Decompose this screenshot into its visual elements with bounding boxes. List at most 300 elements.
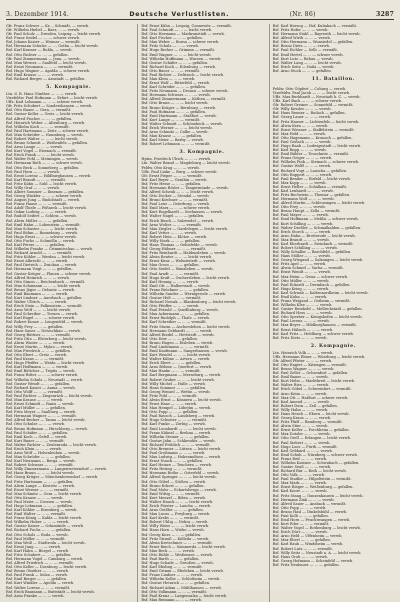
casualty-entry: Rsf. Hugo Raab — Ludwigsstadt — leicht verwb.: [272, 144, 362, 149]
casualty-entry: Rsf. Karl Herzog — Hof, Kulmbach — vermißt.: [272, 24, 358, 28]
casualty-entry: Rsf. Ernst Schmidt — Ranis — verwb.: [6, 402, 75, 407]
casualty-entry: Rsf. Ernst Wolf — Bitterfeld — verwb.: [141, 81, 211, 86]
casualty-entry: Rsf. Fritz Hering — ... — vermißt.: [141, 467, 203, 472]
casualty-entry: Rsf. Franz Lindner — ... — verwb.: [141, 573, 203, 578]
casualty-entry: Rsf. Fritz Neumann — Dessau — schwer verwb.: [141, 89, 229, 94]
casualty-entry: Rsf. Fritz Pfaff — Bamberg — vermißt.: [272, 420, 343, 425]
casualty-entry: Rsf. Otto Keller — Dornburg — leicht verwb.: [6, 565, 88, 570]
casualty-entry: Rsf. Karl Funke — Zörbig — verwb.: [141, 422, 206, 427]
casualty-entry: Rsf. Albert Sommer — Ilmenau — gefallen.: [6, 189, 85, 194]
casualty-entry: Rsf. Walter Vogel — Rothenburg — leicht verwb.: [272, 526, 361, 531]
casualty-entry: Rsf. Paul Möller — ... — vermißt.: [6, 536, 66, 541]
casualty-entry: Rsf. Alfred Sauer — Ansbach — vermißt.: [272, 501, 347, 506]
casualty-entry: Rsf. Karl Engel — ... — schwer verwb.: [6, 316, 76, 321]
issue-date: 3. Dezember 1914.: [6, 11, 69, 18]
casualty-entry: Rsf. Paul Kolb — ... — gefallen.: [272, 513, 329, 518]
casualty-entry: Rsf. Emil Wittig — ... — vermißt.: [141, 491, 201, 496]
casualty-entry: Rsf. Willy Hahn — ... — verwb.: [272, 407, 329, 412]
casualty-entry: Rsf. Arno Wolf — ... — leicht verwb.: [6, 308, 71, 313]
casualty-entry: Rsf. Alfred Fischer — ..., — gefallen.: [6, 116, 73, 121]
casualty-entry: Rsf. Wilhelm Steiner — ... — gefallen.: [141, 434, 210, 439]
casualty-entry: Rsf. Arno Held — Uffenheim — verwb.: [272, 534, 343, 539]
casualty-entry: Rsf. Gustav Keller — Greiz — leicht verwb.: [6, 112, 84, 117]
casualty-entry: Rsf. Arno Hahn — Brotterode — leicht verwb.: [272, 233, 356, 238]
casualty-entry: Gfr. Paul Scholz — Dresden, Leipzig — leicht verwb.: [6, 32, 102, 37]
casualty-entry: Rsf. Otto Ebert — Greiz — verwb.: [6, 353, 68, 358]
casualty-entry: Rsf. Max Schröder — ... — gefallen.: [6, 455, 71, 460]
casualty-entry: Gfr. Paul Zimmermann — Jena, — verwb.: [6, 56, 81, 61]
casualty-entry: Rsf. Max Heim — Geisa — schwer verwb.: [272, 274, 349, 279]
casualty-entry: Rsf. Erich Klein — ... — verwb.: [6, 446, 62, 451]
casualty-entry: Rsf. Max Reimann — ... — verwb.: [141, 597, 203, 602]
casualty-entry: Rsf. Ernst Hübsch — ... — verwb.: [272, 327, 334, 332]
casualty-entry: Rsf. Gustav Heinrich — ... — gefallen.: [141, 581, 211, 586]
casualty-entry: Rsf. Robert Walter — ... — leicht verwb.: [6, 136, 79, 141]
page-header: [6, 6, 394, 20]
casualty-entry: Rsf. Emil Hoffmann — Mehlis — schwer verwb.: [272, 217, 359, 222]
casualty-entry: Rsf. Ernst Kunz — Wolmirstedt — verwb.: [141, 259, 216, 264]
casualty-entry: Rsf. Max Friedrich — ... — gefallen.: [6, 349, 71, 354]
casualty-entry: Rsf. Hugo Kraft — Oschersleben — leicht verwb.: [141, 275, 231, 280]
casualty-entry: Rsf. Kurt Lutz — Rehau — verwb.: [272, 56, 334, 61]
casualty-entry: Rsf. Georg Wenzel — Wettin — verwb.: [141, 389, 211, 394]
casualty-entry: Rsf. Hermann Schwarz — ... — verwb.: [141, 93, 211, 98]
casualty-entry: Rsf. Walter Schmitt — Schönebeck — verwb.: [141, 121, 223, 126]
casualty-entry: Rsf. Ernst Wendt — ... — verwb.: [272, 270, 331, 275]
casualty-entry: Rsf. Karl Knorr — ... — verwb.: [272, 489, 328, 494]
casualty-entry: Rsf. Hans Möller — ... — verwb.: [272, 254, 331, 259]
casualty-entry: Rsf. Alfred Friedrich — ... — vermißt.: [6, 561, 74, 566]
casualty-entry: Rsf. Paul Frank — Sulza — verwb.: [6, 573, 69, 578]
casualty-entry: Rsf. Max Weiß — Stadtroda — leicht verwb.: [6, 540, 86, 545]
casualty-entry: Rsf. Ernst Werner — ... — vermißt.: [6, 487, 70, 492]
casualty-entry: Rsf. Ernst Rudolph — Thale — verwb.: [141, 316, 210, 321]
casualty-entry: Rsf. Franz Geiger — ... — verwb.: [272, 156, 333, 161]
casualty-entry: Rsf. Gustav Wolff — ... — verwb.: [272, 164, 332, 169]
casualty-entry: Rsf. Hugo Loos — Fürth — vermißt.: [272, 444, 338, 449]
casualty-entry: Rsf. Rudolf Seifert — Schleiz — verwb.: [6, 214, 77, 219]
casualty-entry: Rsf. Hugo Ernst — ... — schwer verwb.: [6, 234, 77, 239]
casualty-entry: Feldw. Otto Krug — ... — verwb.: [141, 165, 200, 170]
casualty-entry: Rsf. Hugo Schuster — ... — vermißt.: [141, 418, 208, 423]
casualty-entry: Rsf. Otto Krause — ... — verwb.: [6, 495, 64, 500]
casualty-entry: Rsf. Walter Lang — ... — leicht verwb.: [272, 60, 342, 65]
casualty-entry: Rsf. Heinrich Weber — Altenburg — verwb.: [6, 120, 86, 125]
casualty-entry: Rsf. Otto Pfeiffer — ... — verwb.: [141, 304, 200, 309]
casualty-entry: Rsf. Bruno Haupt — Zella — vermißt.: [272, 209, 341, 214]
casualty-entry: Rsf. Paul Hofmann — ... — gefallen.: [141, 109, 207, 114]
casualty-entry: Rsf. Paul Lenz — Osterburg — verwb.: [141, 202, 210, 207]
casualty-entry: Rsf. Gustav Jahn — Schkeuditz — verwb.: [141, 438, 216, 443]
casualty-entry: Rsf. Gustav Krüger — Plauen — schwer verwb.: [6, 271, 92, 276]
casualty-entry: Gfr. Willy Kessler — ... — verwb.: [272, 107, 332, 112]
casualty-entry: Rsf. Max Held — ... — verwb.: [272, 131, 326, 136]
casualty-entry: Rsf. Fritz Bechstein — Themar — gefallen.: [272, 192, 351, 197]
casualty-entry: Rsf. Otto Beck — Sonneberg — gefallen.: [6, 165, 80, 170]
casualty-entry: Rsf. Wilhelm Huber — ... — verwb.: [6, 520, 70, 525]
page-number: 3287: [375, 11, 394, 18]
casualty-entry: Rsf. Franz König — Kahla — leicht verwb.: [6, 516, 83, 521]
casualty-entry: Rsf. Arno Franke — ... — verwb.: [6, 593, 65, 598]
casualty-entry: Rsf. Bruno Jäger — Oelsnitz — verwb.: [6, 287, 76, 292]
casualty-entry: Rsf. Ernst Heller — Schalkau — vermißt.: [272, 184, 348, 189]
casualty-list-columns: [6, 24, 394, 602]
casualty-entry: Rsf. Adolf Thiele — Pößneck — leicht verwb.: [6, 206, 87, 211]
casualty-entry: Rsf. Erich Stein — Falkenstein — vermißt.: [6, 304, 83, 309]
casualty-entry: Rsf. Arno Geißler — ... — gefallen.: [141, 508, 204, 513]
casualty-entry: Rsf. Georg Hübner — ... — vermißt.: [141, 247, 207, 252]
casualty-entry: Rsf. Paul Lorenz — ... — verwb.: [272, 319, 330, 324]
casualty-entry: Rsf. Willy Weise — ... — leicht verwb.: [141, 524, 210, 529]
casualty-entry: Rsf. Otto Bauer — Gera, — vermißt.: [6, 108, 72, 113]
casualty-entry: Rsf. Erich Storch — ... — verwb.: [272, 229, 332, 234]
casualty-entry: Rsf. Paul Großmann — ... — verwb.: [141, 450, 206, 455]
casualty-entry: Rsf. Bruno Dietz — ... — verwb.: [272, 44, 331, 49]
casualty-entry: Rsf. Karl Eberhardt — Steinbach — vermißt.: [272, 241, 354, 246]
casualty-entry: Rsf. Fritz Reinhardt — Haldensleben — verwb.: [141, 251, 227, 256]
casualty-entry: Rsf. Erich Förster — Laucha — verwb.: [141, 503, 212, 508]
casualty-entry: Rsf. Wilhelm Kastner — Schwabach — gefallen.: [272, 460, 360, 465]
casualty-entry: Rsf. Karl Köhler — Eisenberg — verwb.: [6, 508, 78, 513]
casualty-entry: Rsf. Willy Seitz — Neustadt a. A. — leicht verwb.: [272, 550, 362, 555]
casualty-entry: Rsf. Karl Müller — ... — gefallen.: [6, 406, 66, 411]
casualty-entry: Rsf. Erich Göbel — Schweinfurt — vermißt.: [272, 387, 352, 392]
casualty-entry: Rsf. Richard Koch — Eilenburg — verwb.: [141, 64, 217, 69]
casualty-entry: Rsf. Hugo Pfeiffer — Weida — leicht verwb.: [6, 361, 86, 366]
casualty-entry: Rsf. Kurt Helm — Marktbreit — leicht verwb.: [272, 379, 356, 384]
casualty-entry: Gfr. Robert Greiner — Sonnefeld — vermißt.: [272, 103, 354, 108]
casualty-entry: Rsf. Bruno Kirchner — ... — vermißt.: [141, 198, 209, 203]
casualty-entry: Rsf. Kurt Schilling — ... — verwb.: [272, 221, 334, 226]
casualty-entry: Rsf. Wilhelm Sander — Wernigerode — verwb.: [141, 291, 227, 296]
casualty-entry: Rsf. Hermann Wagner — ... — vermißt.: [6, 414, 77, 419]
casualty-entry: Rsf. Max Ziegler — Gardelegen — leicht verwb.: [141, 226, 229, 231]
casualty-entry: Rsf. Paul Dietrich — Zwickau — verwb.: [6, 263, 78, 268]
casualty-entry: Rsf. Wilhelm Klee — ... — verwb.: [272, 303, 333, 308]
casualty-entry: Rsf. Max Mark — ... — verwb.: [272, 481, 327, 486]
casualty-entry: Rsf. Karl Peters — ... — gefallen.: [6, 242, 66, 247]
casualty-entry: Rsf. Hugo Krieg — ... — verwb.: [272, 286, 330, 291]
casualty-entry: Rsf. Karl Schwab — Kaltennordheim — leicht verwb.: [272, 290, 369, 295]
casualty-entry: Rsf. Walter Lorenz — ... — vermißt.: [6, 585, 71, 590]
casualty-entry: Rsf. Willy Graf — ... — verwb.: [6, 185, 60, 190]
casualty-entry: Rsf. Otto Simon — Reichenbach — vermißt.: [6, 279, 86, 284]
casualty-entry: Rsf. Karl Ebeling — ... — vermißt.: [141, 565, 203, 570]
casualty-entry: Rsf. Willy Zimmermann — Langenwetzendorf — verwb.: [6, 467, 108, 472]
casualty-entry: Rsf. Emil Hahn — Lobenstein — vermißt.: [6, 222, 81, 227]
casualty-entry: Rsf. Otto Scholz — Roda — verwb.: [6, 532, 69, 537]
casualty-entry: Rsf. Willy Frey — ... — gefallen.: [6, 324, 64, 329]
casualty-entry: Rsf. Emil Berger — ... — gefallen.: [6, 577, 68, 582]
casualty-entry: Rsf. Hans Thomas — Oebisfelde — verwb.: [141, 242, 218, 247]
casualty-entry: Ltn. d. R. Hans Günther — ... — verwb.: [6, 92, 78, 97]
casualty-entry: Rsf. Otto Popp — ... — gefallen.: [141, 410, 199, 415]
casualty-entry: Rsf. Walter Pohl — Meiningen — verwb.: [6, 157, 79, 162]
casualty-entry: Rsf. Hans Horn — Wiehe — verwb.: [141, 528, 205, 533]
casualty-entry: Rsf. Paul Rausch — Landsberg — verwb.: [141, 414, 216, 419]
casualty-entry: Rsf. Arno Wolf — Hohenleuben — verwb.: [6, 450, 81, 455]
casualty-entry: Rsf. Paul Bender — Eisfeld — leicht verwb.: [272, 176, 351, 181]
casualty-entry: Rsf. Hermann Schulze — ..., Gotha — leicht verwb.: [6, 44, 99, 49]
casualty-entry: Rsf. Erich Busch — Salzwedel — verwb.: [141, 218, 215, 223]
casualty-entry: Rsf. Richard Hess — ... — verwb.: [272, 311, 333, 316]
casualty-entry: Rsf. Ernst Rieger — Weißenburg — gefallen.: [272, 485, 354, 490]
casualty-entry: Rsf. Otto Volk — ... — verwb.: [272, 473, 326, 478]
casualty-entry: Rsf. Walter Richter — Zeulenroda — leicht verwb.: [6, 442, 97, 447]
casualty-entry: Rsf. Willy Michel — Halle — verwb.: [141, 381, 206, 386]
casualty-entry: Rsf. Hermann Rothe — Osterfeld — verwb.: [141, 471, 220, 476]
casualty-entry: Rsf. Alfred Zimmermann — Köthen — vermißt.: [141, 97, 227, 102]
casualty-entry: Rsf. Erich Frank — ... — leicht verwb.: [6, 153, 75, 158]
casualty-entry: Rsf. Emil Wagner — ... — leicht verwb.: [141, 52, 212, 57]
casualty-entry: Rsf. Karl Hahn — Bürgel — verwb.: [6, 548, 70, 553]
casualty-entry: Rsf. Max Werner — Saalfeld — leicht verwb.: [6, 60, 87, 65]
casualty-entry: Rsf. Kurt Lange — ... — vermißt.: [141, 117, 201, 122]
casualty-entry: Rsf. Kurt Winkler — Apolda — verwb.: [6, 581, 75, 586]
casualty-entry: Rsf. Kurt Wendel — ... — leicht verwb.: [141, 353, 211, 358]
casualty-entry: Rsf. Paul Siebert — ... — verwb.: [272, 440, 331, 445]
casualty-entry: Rsf. Otto Brenner — Lützen — leicht verwb.: [141, 446, 222, 451]
casualty-entry: Rsf. Gustav Seuß — ... — verwb.: [272, 464, 332, 469]
casualty-entry: Rsf. Richard Fuchs — ... — gefallen.: [6, 528, 72, 533]
casualty-entry: Rsf. Wilhelm Koch — ... — vermißt.: [6, 124, 70, 129]
casualty-entry: Rsf. Fritz Hauser — Lichtenfels — leicht verwb.: [272, 119, 360, 124]
casualty-entry: Rsf. Gustav Heß — ... — vermißt.: [141, 296, 202, 300]
casualty-entry: Rsf. Fritz Schubert — ... — gefallen.: [6, 552, 72, 557]
casualty-entry: Rsf. Paul Schreiber — Treuen — verwb.: [6, 312, 79, 317]
casualty-entry: Rsf. Bruno Wagner — ... — verwb.: [272, 367, 335, 372]
casualty-entry: Gfr. Alfred Pfister — ... — verwb.: [272, 358, 333, 363]
casualty-entry: Rsf. Max Brandt — ... — verwb.: [272, 237, 330, 242]
casualty-entry: Rsf. Walter Kühne — Artern — verwb.: [141, 357, 211, 362]
casualty-entry: Rsf. Max Schuster — ... — leicht verwb.: [6, 226, 79, 231]
section-heading: 3. Kompagnie.: [179, 150, 225, 156]
casualty-entry: Rsf. Robert Gruber — ... — leicht verwb.: [141, 377, 215, 382]
casualty-entry: Rsf. Robert Lutz — ... — vermißt.: [272, 546, 333, 551]
casualty-entry: Rsf. Fritz Hartmann — ... — gefallen.: [6, 479, 74, 484]
casualty-entry: Rsf. Paul Schäfer — ... — gefallen.: [6, 430, 69, 435]
casualty-entry: Rsf. Richard Bär — Roth — leicht verwb.: [272, 469, 347, 474]
casualty-entry: Uffz. Karl Lehmann — ... — schwer verwb.: [6, 100, 84, 105]
casualty-entry: Rsf. Paul Petzold — Quedlinburg — verwb.: [141, 308, 219, 313]
casualty-entry: Rsf. Emil Kuhn — ... — verwb.: [272, 294, 328, 299]
casualty-entry: Rsf. Robert Uhlig — Nebra — verwb.: [141, 520, 209, 525]
casualty-entry: Rsf. Kurt Eder — ... — vermißt.: [272, 522, 330, 527]
casualty-entry: Rsf. Fritz Strauß — Kölleda — verwb.: [141, 536, 210, 541]
casualty-entry: Rsf. Fritz Sturm — Aschersleben — leicht verwb.: [141, 324, 231, 329]
casualty-entry: Rsf. Fritz Hofer — ... — verwb.: [272, 28, 329, 33]
casualty-entry: Rsf. Emil Schuh — Nürnberg — schwer verwb.: [272, 452, 358, 457]
casualty-entry: Rsf. Emil Marx — ... — schwer verwb.: [141, 206, 211, 211]
casualty-entry: Rsf. Fritz Apel — ... — verwb.: [272, 262, 327, 267]
casualty-entry: Rsf. Paul Schmidt — ... — leicht verwb.: [141, 28, 213, 33]
casualty-entry: Rsf. Bruno Hofmann — Hirschberg — verwb.: [6, 426, 88, 431]
casualty-entry: Rsf. Robert Schilling — ... — verwb.: [272, 245, 338, 250]
casualty-entry: Rsf. Max Hempel — Löbejün — verwb.: [141, 406, 212, 411]
casualty-entry: Rsf. Erich Dürr — ... — verwb.: [272, 530, 328, 535]
casualty-entry: Rsf. Kurt Menzel — Bibra — verwb.: [141, 495, 206, 500]
casualty-entry: Rsf. Wilhelm Schulz — Neustadt — verwb.: [6, 377, 84, 382]
casualty-entry: Rsf. Max Schröder — Naumburg — verwb.: [6, 132, 84, 137]
casualty-entry: Rsf. Hermann Roth — ... — schwer verwb.: [6, 161, 83, 166]
casualty-entry: Rsf. Franz Reif — ... — verwb.: [272, 456, 328, 461]
casualty-entry: Rsf. Ernst Albrecht — ... — verwb.: [6, 259, 69, 264]
casualty-entry: Rsf. Alfred Riedel — Hettstedt — verwb.: [141, 332, 215, 337]
casualty-entry: Rsf. Max Krause — ... — verwb.: [6, 397, 64, 402]
casualty-entry: Rsf. Paul Lindemann — ... — vermißt.: [141, 344, 210, 349]
casualty-entry: Rsf. Franz Weigand — Ostheim — vermißt.: [272, 299, 351, 303]
casualty-entry: Rsf. Georg Kraus — ... — verwb.: [272, 416, 332, 421]
casualty-entry: Vizefeldw. Paul Hofmann — Erfurt — leicht verwb.: [6, 96, 98, 101]
casualty-entry: Rsf. Alfred Wirth — ... — verwb.: [272, 36, 331, 41]
casualty-entry: Rsf. Alwin Kern — ... — verwb.: [272, 123, 329, 128]
casualty-entry: Rsf. Otto Sperber — Königshofen — leicht verwb.: [272, 315, 363, 320]
casualty-entry: Rsf. Paul Richter — Ziegenrück — leicht verwb.: [6, 393, 93, 398]
casualty-entry: Rsf. Richard Nowak — Blankenburg — leicht verwb.: [141, 300, 237, 305]
casualty-entry: Rsf. Kurt Vogel — Eisenach — vermißt.: [6, 149, 77, 154]
casualty-entry: Rsf. Fritz Schulz — ... — verwb.: [141, 44, 199, 49]
casualty-entry: Rsf. Emil Horn — Feuchtwangen — verwb.: [272, 517, 351, 522]
casualty-entry: Ltn. Walter Brand — Magdeburg — leicht verwb.: [141, 161, 231, 166]
casualty-entry: Rsf. Hermann Stahl — Bayreuth — leicht verwb.: [272, 32, 361, 37]
casualty-entry: Rsf. Max Schmitz — Gera — leicht verwb.: [6, 491, 83, 496]
casualty-entry: Rsf. Bruno Krüger — Bernburg — verwb.: [141, 105, 217, 110]
casualty-entry: Rsf. Erich Ebert — ... — gefallen.: [141, 361, 202, 366]
casualty-entry: Rsf. Otto Göbel — Stößen — verwb.: [141, 479, 207, 484]
casualty-entry: Rsf. Georg Lauer — ... — verwb.: [272, 115, 332, 120]
casualty-entry: Rsf. Ernst Reich — Sömmerda — leicht verwb.: [141, 544, 226, 549]
casualty-entry: Rsf. Arno Wolter — ... — vermißt.: [141, 222, 202, 227]
casualty-entry: Rsf. Emil Koch — Gefell — verwb.: [6, 434, 68, 439]
casualty-entry: Rsf. Max Dotzler — ... — verwb.: [272, 432, 331, 437]
casualty-entry: Rsf. Karl Bergmann — Merseburg — verwb.: [141, 373, 222, 378]
casualty-entry: Rsf. Paul Horn — ... — verwb.: [6, 169, 60, 174]
casualty-entry: Rsf. Emil Bühler — Teuschnitz — vermißt.: [272, 152, 350, 157]
casualty-entry: Rsf. Otto Hermann — Markranstädt — verwb.: [141, 32, 225, 37]
casualty-entry: Rsf. Otto Hagemann — Kronach — gefallen.: [272, 135, 353, 140]
casualty-entry: Rsf. Wilhelm Hoffmann — Wurzen — verwb.: [141, 56, 222, 61]
casualty-entry: Rsf. Paul Zeller — Ochsenfurt — gefallen.: [272, 371, 349, 376]
spacer: [273, 73, 394, 76]
casualty-entry: Rsf. Arno Böhme — Querfurt — verwb.: [141, 365, 213, 370]
casualty-entry: Rsf. Hermann Rösler — Tangermünde — verwb.: [141, 185, 229, 190]
casualty-entry: Rsf. Alfred Becker — Tanna — leicht verwb.: [6, 418, 86, 423]
casualty-entry: Rsf. August Jung — Rudolstadt — verwb.: [6, 198, 81, 203]
casualty-entry: Rsf. Emil Kaufmann — Sangerhausen — verwb.: [141, 349, 228, 354]
casualty-entry: Rsf. Max Kopp — ... — verwb.: [272, 180, 327, 185]
casualty-entry: Rsf. Richard Vogt — Lauscha — gefallen.: [272, 168, 348, 173]
casualty-entry: Rsf. Paul Mayer — ... — verwb.: [272, 213, 329, 218]
casualty-entry: Rsf. Karl Hennig — ... — verwb.: [141, 279, 200, 284]
casualty-entry: Rsf. Georg Hofmann — Scheinfeld — verwb.: [272, 558, 354, 563]
casualty-entry: Rsf. Fritz Hesse — ... — gefallen.: [141, 181, 202, 186]
casualty-entry: Rsf. Max Weber — Borna — schwer verwb.: [141, 40, 220, 45]
casualty-entry: Rsf. Franz Ritter — ... — schwer verwb.: [6, 373, 79, 378]
casualty-entry: Rsf. Hans Braun — ... — leicht verwb.: [6, 471, 75, 476]
casualty-entry: Rsf. Karl Schreiber — ... — vermißt.: [141, 320, 207, 325]
casualty-entry: Rsf. Otto Decker — Stendal — verwb.: [141, 194, 210, 199]
casualty-entry: Rsf. Max Beyer — Hildburghausen — vermißt.: [272, 323, 357, 328]
casualty-entry: Rsf. Otto Engert — Kitzingen — vermißt.: [272, 363, 347, 368]
casualty-entry: Rsf. Paul Arndt — ... — vermißt.: [141, 271, 200, 276]
casualty-entry: Rsf. Karl Vetter — ... — verwb.: [141, 230, 197, 235]
casualty-entry: Rsf. Karl Beyer — Genthin — verwb.: [141, 177, 208, 182]
casualty-entry: Rsf. Paul Gerlach — ... — verwb.: [272, 139, 332, 144]
casualty-entry: Rsf. Emil Böttcher — Triptis — verwb.: [6, 369, 76, 374]
casualty-entry: Rsf. Alwin Stier — ... — verwb.: [272, 424, 329, 429]
casualty-entry: Rsf. Max Klein — ... — verwb.: [141, 77, 196, 82]
casualty-entry: Rsf. Alfred Heinrich — ... — verwb.: [6, 275, 70, 280]
casualty-entry: Rsf. Ernst Kühn — Leipzig, Connewitz — vermißt.: [141, 24, 232, 28]
casualty-entry: Rsf. Fritz Kühn — Suhl — leicht verwb.: [6, 181, 78, 186]
casualty-entry: Rsf. Otto Seidel — Wanzleben — verwb.: [141, 267, 214, 272]
casualty-entry: Rsf. Alwin Schmid — Vacha — vermißt.: [272, 266, 344, 271]
casualty-entry: Rsf. Georg Wiegand — Salzungen — leicht verwb.: [272, 258, 364, 263]
casualty-entry: Ltn. Heinrich Volk — ... — verwb.: [272, 350, 334, 355]
casualty-entry: Rsf. Karl Rupp — ... — verwb.: [272, 148, 327, 153]
casualty-entry: Rsf. Hermann Wolf — ... — verwb.: [272, 197, 335, 202]
casualty-entry: Uffz. Hermann Ebner — Würzburg — leicht verwb.: [272, 354, 366, 359]
casualty-entry: Rsf. Alfred Springer — ... — leicht verwb.: [141, 475, 217, 480]
issue-number: (Nr. 86): [289, 11, 316, 18]
casualty-entry: Rsf. Paul Meier — Crossen — verwb.: [6, 499, 73, 504]
casualty-entry: Rsf. Otto Richter — ..., — gefallen.: [6, 52, 69, 57]
casualty-entry: Rsf. Fritz Meyer — Saalburg — verwb.: [6, 410, 77, 415]
casualty-entry: Rsf. Paul Barth — ... — gefallen.: [141, 557, 200, 561]
casualty-entry: Rsf. Hermann Vogel — Camburg — verwb.: [6, 557, 84, 561]
casualty-entry: Rsf. Emil Hertel — ... — schwer verwb.: [272, 52, 344, 57]
casualty-entry: Rsf. Ernst Noack — ... — gefallen.: [141, 459, 204, 464]
section-heading: 11. Bataillon.: [311, 76, 355, 82]
casualty-entry: Rsf. Gustav Schäfer — ... — gefallen.: [141, 60, 209, 65]
casualty-entry: Rsf. Otto Grell — Erlangen — leicht verwb.: [272, 436, 352, 441]
casualty-entry: Rsf. Karl Gebhard — ... — verwb.: [272, 448, 333, 453]
casualty-entry: Rsf. Karl Kramer — Ruhla, — verwb.: [6, 48, 73, 53]
casualty-entry: Rsf. Alwin Winter — ... — verwb.: [6, 340, 66, 345]
casualty-entry: Rsf. Walter Ullrich — ... — verwb.: [6, 300, 68, 305]
casualty-entry: Rsf. Willy Stark — ... — gefallen.: [141, 238, 201, 243]
casualty-entry: Rsf. Hans Grob — ... — verwb.: [272, 554, 328, 559]
casualty-entry: Rsf. Walter Hauck — ... — leicht verwb.: [141, 499, 214, 504]
casualty-entry: Gfr. Franz Schwer — Kr..., Schmidt, — verwb.: [6, 24, 90, 28]
casualty-entry: Rsf. Robert Kunze — Lengenfeld — verwb.: [6, 320, 84, 325]
casualty-entry: Rsf. Ernst Martin — Mylau — verwb.: [6, 344, 74, 349]
casualty-entry: Rsf. Georg Büttner — ... — vermißt.: [6, 332, 71, 337]
casualty-entry: Rsf. Karl Krebs — ... — vermißt.: [141, 516, 200, 521]
casualty-entry: Rsf. Fritz Dietz — ... — verwb.: [272, 335, 328, 340]
casualty-entry: Rsf. Walter Dreßler — Schmalkalden — gefallen.: [272, 225, 362, 230]
casualty-entry: Rsf. Hugo Wagner — Apolda — schwer verwb.: [6, 68, 91, 73]
casualty-entry: Rsf. Emil Walter — ... — vermißt.: [6, 512, 67, 517]
casualty-entry: Rsf. Richard Adam — Mühlhausen — verwb.: [141, 585, 222, 590]
casualty-entry: Rsf. Otto Wolff — ... — vermißt.: [6, 389, 64, 394]
casualty-entry: Rsf. Max Krause — ... — gefallen.: [141, 134, 203, 139]
casualty-entry: Rsf. Ernst Wiesner — Staffelstein — vermißt.: [272, 127, 355, 132]
casualty-entry: Rsf. Karl Fritz — Heldburg — schwer verwb.: [272, 331, 354, 336]
casualty-entry: Rsf. Willy Schaller — Barchfeld — gefallen.: [272, 250, 352, 255]
casualty-entry: Rsf. Max Ludwig — Hohenmölsen — verwb.: [141, 455, 222, 460]
casualty-entry: Rsf. Hugo Lehmann — ... — gefallen.: [6, 503, 74, 508]
casualty-entry: Rsf. Paul Hartmann — Zeitz — schwer verwb.: [6, 128, 90, 133]
casualty-entry: Rsf. Max Ott — Haßfurt — schwer verwb.: [272, 395, 349, 400]
casualty-entry: Rsf. Karl Brandt — ... — vermißt.: [6, 177, 67, 182]
casualty-entry: Rsf. Emil Ott — Halberstadt — verwb.: [141, 283, 211, 288]
casualty-entry: Rsf. Ernst Haas — ... — verwb.: [141, 402, 198, 407]
casualty-entry: Vizefeldw. Paul Jacob — ... — leicht verwb.: [272, 91, 351, 96]
casualty-entry: Rsf. Bruno Schmitt — Weißenfels — gefallen.: [6, 141, 89, 146]
casualty-entry: Rsf. Hugo Becker — Grimma — vermißt.: [141, 48, 216, 53]
casualty-entry: Rsf. Bruno Hasl — Dinkelsbühl — verwb.: [272, 509, 348, 514]
